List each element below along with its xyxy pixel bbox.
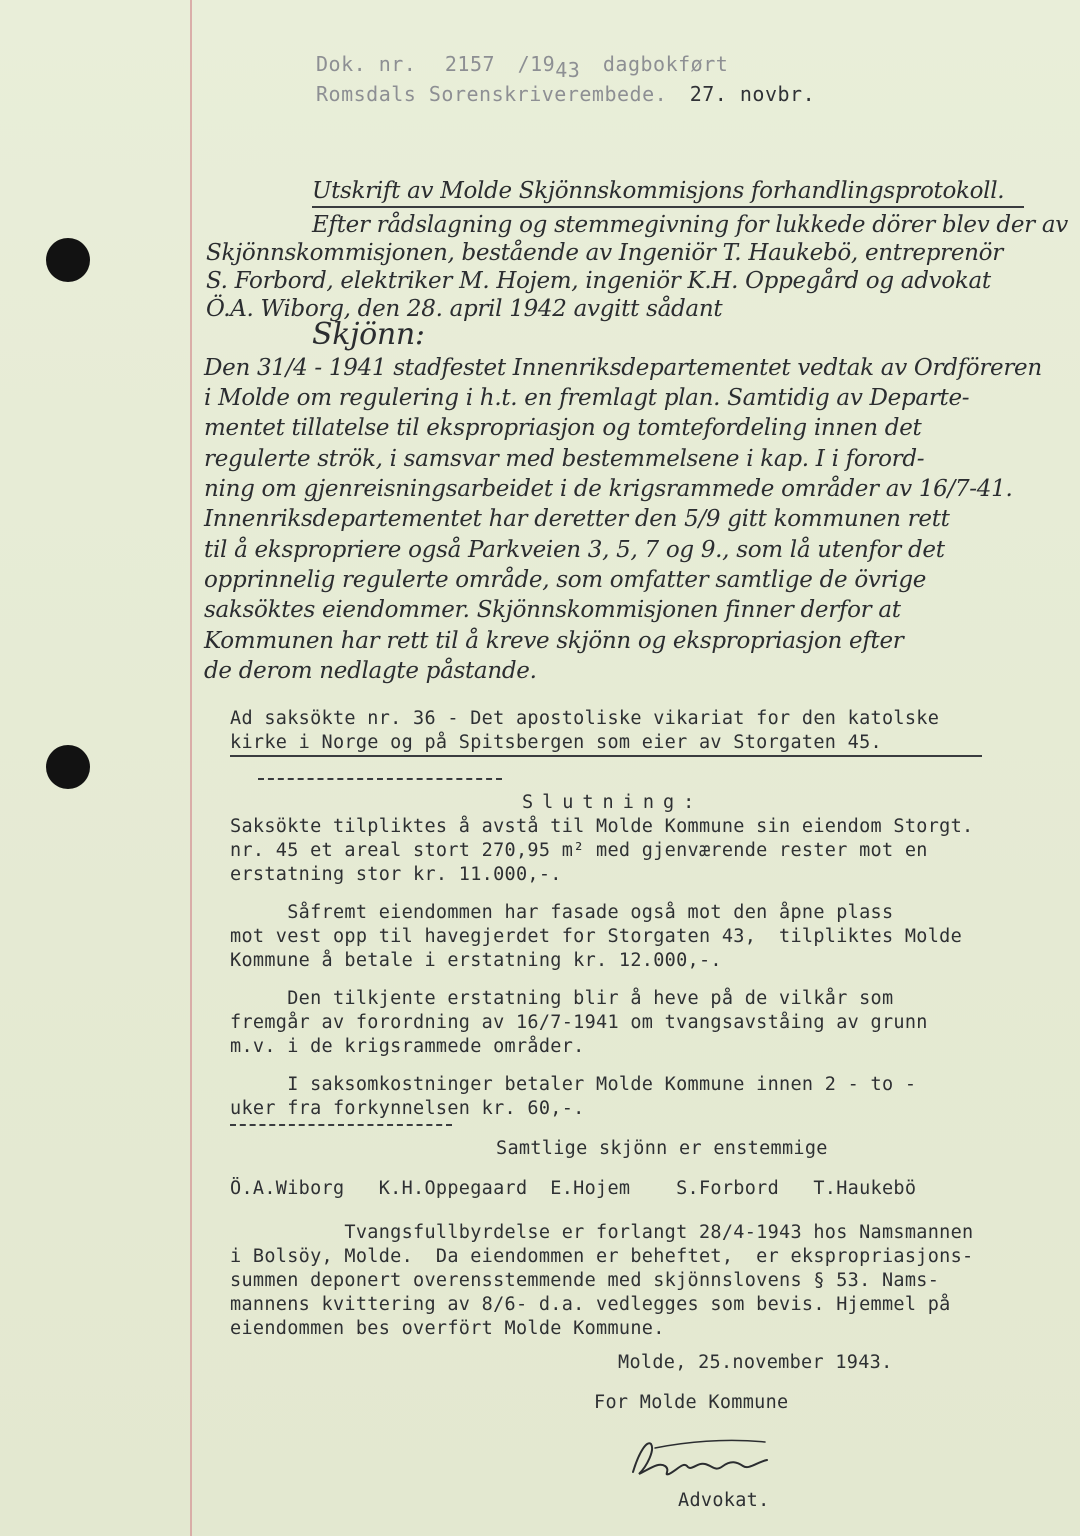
enforcement-line: i Bolsöy, Molde. Da eiendommen er beheftet, er ekspropriasjons- — [230, 1246, 974, 1267]
case-title-line: Ad saksökte nr. 36 - Det apostoliske vikariat for den katolske — [230, 708, 940, 729]
conclusion-heading: Slutning: — [522, 792, 704, 813]
conclusion-line: I saksomkostninger betaler Molde Kommune innen 2 - to - — [230, 1074, 917, 1095]
enforcement-line: Tvangsfullbyrdelse er forlangt 28/4-1943 hos Namsmannen — [230, 1222, 974, 1243]
handwritten-heading: Skjönn: — [312, 317, 425, 352]
conclusion-line: m.v. i de krigsrammede områder. — [230, 1036, 585, 1057]
handwritten-signature — [625, 1432, 775, 1487]
stamp-year-prefix: /19 — [517, 52, 556, 76]
handwritten-body-line: regulerte strök, i samsvar med bestemmelsene i kap. I i forord- — [204, 446, 925, 472]
handwritten-body-line: de derom nedlagte påstande. — [204, 658, 537, 684]
conclusion-line: erstatning stor kr. 11.000,-. — [230, 864, 562, 885]
conclusion-line: mot vest opp til havegjerdet for Storgaten 43, tilpliktes Molde — [230, 926, 963, 947]
handwritten-intro-line: S. Forbord, elektriker M. Hojem, ingeniör K.H. Oppegård og advokat — [206, 268, 991, 294]
stamp-registered-label: dagbokført — [602, 52, 729, 76]
signatory-title: Advokat. — [678, 1490, 770, 1511]
stamp-date: 27. novbr. — [689, 82, 816, 106]
handwritten-body-line: saksöktes eiendommer. Skjönnskommisjonen finner derfor at — [204, 597, 901, 623]
conclusion-line: Såfremt eiendommen har fasade også mot den åpne plass — [230, 902, 894, 923]
enforcement-line: mannens kvittering av 8/6- d.a. vedlegges som bevis. Hjemmel på — [230, 1294, 951, 1315]
conclusion-line: Den tilkjente erstatning blir å heve på de vilkår som — [230, 988, 894, 1009]
handwritten-intro-line: Ö.A. Wiborg, den 28. april 1942 avgitt sådant — [206, 296, 723, 322]
conclusion-line: fremgår av forordning av 16/7-1941 om tvangsavståing av grunn — [230, 1012, 928, 1033]
stamp-doc-number: 2157 — [444, 52, 496, 76]
handwritten-body-line: Innenriksdepartementet har deretter den 5/9 gitt kommunen rett — [204, 506, 950, 532]
punch-hole — [46, 238, 90, 282]
enforcement-line: eiendommen bes overfört Molde Kommune. — [230, 1318, 665, 1339]
case-title-line: kirke i Norge og på Spitsbergen som eier av Storgaten 45. — [230, 732, 882, 753]
registry-stamp-line1 — [316, 52, 729, 82]
handwritten-intro-line: Skjönnskommisjonen, bestående av Ingeniör T. Haukebö, entreprenör — [206, 240, 1003, 266]
unanimous-statement: Samtlige skjönn er enstemmige — [496, 1138, 828, 1159]
handwritten-intro-line: Efter rådslagning og stemmegivning for lukkede dörer blev der av — [312, 212, 1068, 238]
signatory-names: Ö.A.Wiborg K.H.Oppegaard E.Hojem S.Forbord T.Haukebö — [230, 1178, 917, 1199]
conclusion-line: uker fra forkynnelsen kr. 60,-. — [230, 1098, 585, 1119]
punch-hole — [46, 745, 90, 789]
handwritten-body-line: Kommunen har rett til å kreve skjönn og ekspropriasjon efter — [204, 628, 904, 654]
handwritten-body-line: til å ekspropriere også Parkveien 3, 5, 7 og 9., som lå utenfor det — [204, 537, 945, 563]
place-and-date: Molde, 25.november 1943. — [618, 1352, 893, 1373]
signing-party: For Molde Kommune — [594, 1392, 789, 1413]
margin-rule — [190, 0, 192, 1536]
registry-stamp-line2 — [316, 82, 815, 106]
stamp-office: Romsdals Sorenskriverembede. — [316, 82, 668, 106]
enforcement-line: summen deponert overensstemmende med skjönnslovens § 53. Nams- — [230, 1270, 940, 1291]
conclusion-line: Kommune å betale i erstatning kr. 12.000,-. — [230, 950, 722, 971]
stamp-doc-label: Dok. nr. — [316, 52, 417, 76]
section-divider — [230, 1124, 452, 1126]
conclusion-line: Saksökte tilpliktes å avstå til Molde Kommune sin eiendom Storgt. — [230, 816, 974, 837]
handwritten-title: Utskrift av Molde Skjönnskommisjons forhandlingsprotokoll. — [312, 178, 1005, 204]
handwritten-body-line: i Molde om regulering i h.t. en fremlagt plan. Samtidig av Departe- — [204, 385, 970, 411]
conclusion-line: nr. 45 et areal stort 270,95 m² med gjenværende rester mot en — [230, 840, 928, 861]
section-divider — [258, 778, 502, 780]
handwritten-body-line: Den 31/4 - 1941 stadfestet Innenriksdepartementet vedtak av Ordföreren — [204, 355, 1042, 381]
handwritten-body-line: mentet tillatelse til ekspropriasjon og tomtefordeling innen det — [204, 415, 922, 441]
handwritten-body-line: opprinnelig regulerte område, som omfatter samtlige de övrige — [204, 567, 927, 593]
case-title-underline — [230, 755, 982, 757]
stamp-year-suffix: 43 — [555, 58, 581, 82]
title-underline — [312, 206, 1024, 208]
handwritten-body-line: ning om gjenreisningsarbeidet i de krigsrammede områder av 16/7-41. — [204, 476, 1013, 502]
